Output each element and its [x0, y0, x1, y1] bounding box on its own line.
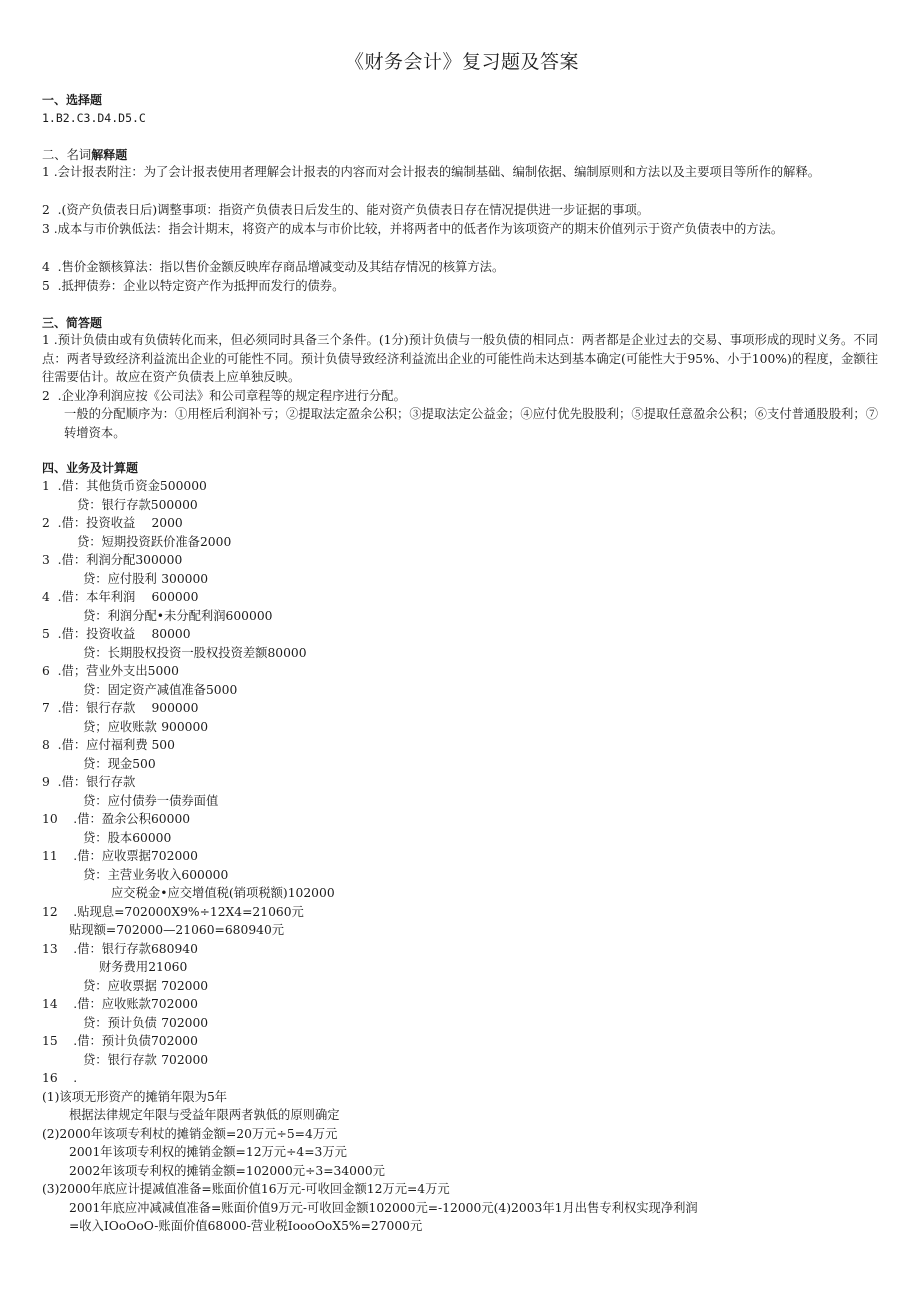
- section-heading-terms-pre: 二、名词: [42, 148, 92, 162]
- calc-line: 12 .贴现息=702000X9%÷12X4=21060元: [42, 905, 304, 919]
- calc-line: 16 .: [42, 1071, 78, 1085]
- calc-line: 贷：银行存款 702000: [83, 1053, 209, 1067]
- section-heading-choice: 一、选择题: [42, 93, 103, 107]
- calc-line: 贷：主营业务收入600000: [83, 868, 229, 882]
- term-item-1: 1 .会计报表附注：为了会计报表使用者理解会计报表的内容而对会计报表的编制基础、编制依据、编制原则和方法以及主要项目等所作的解释。: [42, 165, 821, 179]
- term-item-5: 5 .抵押债券：企业以特定资产作为抵押而发行的债券。: [42, 279, 345, 293]
- calc-line: 应交税金•应交增值税(销项税额)102000: [111, 886, 335, 900]
- term-item-2: 2 .(资产负债表日后)调整事项：指资产负债表日后发生的、能对资产负债表日存在情况提供进一步证据的事项。: [42, 203, 650, 217]
- calc-line: 2001年该项专利权的摊销金额=12万元÷4=3万元: [69, 1145, 347, 1159]
- calc-line: 3 .借：利润分配300000: [42, 553, 183, 567]
- short-answer-item-1: 1 .预计负债由或有负债转化而来，但必须同时具备三个条件。(1分)预计负债与一般负债的相同点：两者都是企业过去的交易、事项形成的现时义务。不同点：两者导致经济利益流出企业的可能性不同。预计负债导致经济利益流出企业的可能性尚未达到基本确定(可能性大于95%、小于100%)的程度，金额往往需要估计。故应在资产负债表上应单独反映。: [42, 333, 878, 384]
- section-heading-calculation: 四、业务及计算题: [42, 461, 139, 475]
- section-heading-short-answer: 三、简答题: [42, 316, 103, 330]
- section-heading-terms-bold: 解释题: [91, 148, 128, 162]
- calc-line: 贷：长期股权投资一股权投资差额80000: [83, 646, 307, 660]
- section-heading-terms: [42, 146, 127, 164]
- calc-line: 14 .借：应收账款702000: [42, 997, 198, 1011]
- calc-line: 根据法律规定年限与受益年限两者孰低的原则确定: [69, 1108, 340, 1122]
- calc-line: 11 .借：应收票据702000: [42, 849, 198, 863]
- calc-line: 贷：股本60000: [83, 831, 172, 845]
- short-answer-item-2: 2 .企业净利润应按《公司法》和公司章程等的规定程序进行分配。: [42, 389, 406, 403]
- calc-line: 贷：短期投资跃价准备2000: [77, 535, 232, 549]
- calc-line: =收入IOoOoO-账面价值68000-营业税IoooOoX5%=27000元: [69, 1219, 423, 1233]
- calc-line: (1)该项无形资产的摊销年限为5年: [42, 1090, 228, 1104]
- calc-line: 4 .借：本年利润 600000: [42, 590, 199, 604]
- calc-line: 2001年底应冲减减值准备=账面价值9万元-可收回金额102000元=-12000元(4)2003年1月出售专利权实现净利润: [69, 1201, 698, 1215]
- calc-line: 9 .借：银行存款: [42, 775, 136, 789]
- calc-line: 贷：银行存款500000: [77, 498, 198, 512]
- calc-line: 1 .借：其他货币资金500000: [42, 479, 207, 493]
- short-answer-item-2-detail: 一般的分配顺序为：①用桎后利润补亏；②提取法定盈余公积；③提取法定公益金；④应付优先股股利；⑤提取任意盈余公积；⑥支付普通股股利；⑦转增资本。: [64, 407, 878, 440]
- calc-line: 贷：利润分配•未分配利润600000: [83, 609, 273, 623]
- calc-line: (3)2000年底应计提减值准备=账面价值16万元-可收回金额12万元=4万元: [42, 1182, 450, 1196]
- calc-line: 贷；应收账款 900000: [83, 720, 209, 734]
- calc-line: 7 .借：银行存款 900000: [42, 701, 199, 715]
- calc-line: 财务费用21060: [99, 960, 188, 974]
- calc-line: 贷：预计负债 702000: [83, 1016, 209, 1030]
- calc-line: 10 .借：盈余公积60000: [42, 812, 191, 826]
- calc-line: 2 .借：投资收益 2000: [42, 516, 183, 530]
- choice-answers: 1.B2.C3.D4.D5.C: [42, 111, 146, 125]
- calc-line: 6 .借；营业外支出5000: [42, 664, 179, 678]
- calc-line: 15 .借：预计负债702000: [42, 1034, 198, 1048]
- calc-line: 贷：应付股利 300000: [83, 572, 209, 586]
- calc-line: 贴现额=702000—21060=680940元: [69, 923, 285, 937]
- calc-line: 贷：固定资产减值准备5000: [83, 683, 238, 697]
- calc-line: 贷：现金500: [83, 757, 156, 771]
- calc-line: 贷：应付债券一债券面值: [83, 794, 219, 808]
- calc-line: (2)2000年该项专利杖的摊销金额=20万元÷5=4万元: [42, 1127, 338, 1141]
- calc-line: 2002年该项专利权的摊销金额=102000元÷3=34000元: [69, 1164, 385, 1178]
- calc-line: 5 .借：投资收益 80000: [42, 627, 191, 641]
- term-item-4: 4 .售价金额核算法：指以售价金额反映库存商品增减变动及其结存情况的核算方法。: [42, 260, 505, 274]
- term-item-3: 3 .成本与市价孰低法：指会计期末，将资产的成本与市价比较，并将两者中的低者作为该项资产的期末价值列示于资产负债表中的方法。: [42, 222, 784, 236]
- calc-line: 8 .借：应付福利费 500: [42, 738, 175, 752]
- document-title: 《财务会计》复习题及答案: [344, 51, 579, 73]
- calc-line: 贷：应收票据 702000: [83, 979, 209, 993]
- calc-line: 13 .借：银行存款680940: [42, 942, 198, 956]
